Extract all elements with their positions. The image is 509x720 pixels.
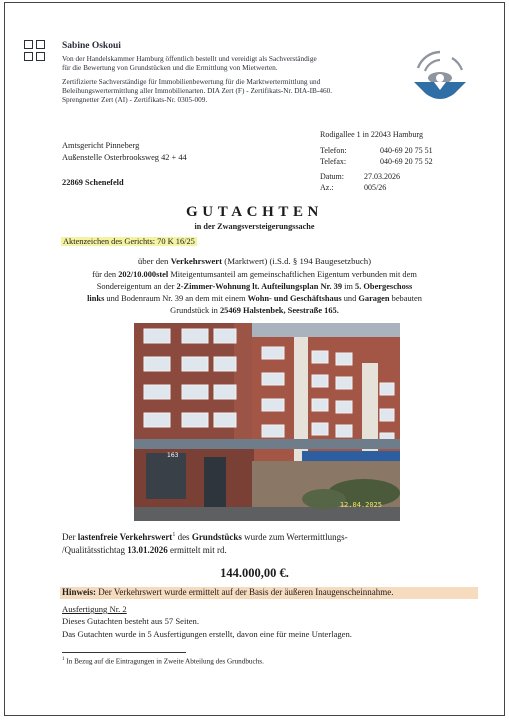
recipient-court: Amtsgericht Pinneberg xyxy=(62,141,140,150)
text-span: Miteigentumsanteil am gemeinschaftlichen Eigentum verbunden mit dem xyxy=(168,270,417,279)
recipient-branch: Außenstelle Osterbrooksweg 42 + 44 xyxy=(62,153,187,162)
text-span: über den xyxy=(137,256,171,266)
valuation-line-2 xyxy=(62,545,227,555)
text-span: 13.01.2026 xyxy=(127,545,168,555)
text-span: Verkehrswert xyxy=(170,256,223,266)
footnote-text: In Bezug auf die Eintragungen in Zweite Abteilung des Grundbuchs. xyxy=(64,657,264,666)
court-file-number: Aktenzeichen des Gerichts: 70 K 16/25 xyxy=(63,237,195,246)
building-photo xyxy=(134,323,400,521)
subject-line-1 xyxy=(0,256,509,266)
text-span: Sondereigentum an der xyxy=(96,282,177,291)
text-span: links xyxy=(87,294,105,303)
text-span: 202/10.000stel xyxy=(118,270,169,279)
document-subtitle: in der Zwangsversteigerungssache xyxy=(194,222,315,231)
fax-label: Telefax: xyxy=(320,157,347,166)
expert-qualification-line: für die Bewertung von Grundstücken und die Ermittlung von Mietwerten. xyxy=(62,63,278,72)
text-span: Grundstück in xyxy=(170,306,220,315)
text-span: Der xyxy=(62,532,78,542)
shop-number-sign: 163 xyxy=(167,452,179,459)
copies-line: Das Gutachten wurde in 5 Ausfertigungen erstellt, davon eine für meine Unterlagen. xyxy=(62,629,352,639)
text-span: 5. Obergeschoss xyxy=(355,282,413,291)
text-span: /Qualitätsstichtag xyxy=(62,545,128,555)
expert-qualification-line: Von der Handelskammer Hamburg öffentlich bestellt und vereidigt als Sachverständige xyxy=(62,54,317,63)
reference-value: 005/26 xyxy=(364,183,387,192)
phone-label: Telefon: xyxy=(320,146,347,155)
expert-certification-line: Zertifizierte Sachverständige für Immobilienbewertung für die Marktwertermittlung und xyxy=(62,77,321,86)
certification-seal-icon xyxy=(408,48,472,110)
squares-logo-icon xyxy=(24,40,46,62)
subject-line-2 xyxy=(0,270,509,279)
text-span: Grundstücks xyxy=(191,532,242,542)
sender-address: Rodigallee 1 in 22043 Hamburg xyxy=(320,130,423,139)
date-value: 27.03.2026 xyxy=(364,172,400,181)
text-span: und Bodenraum Nr. 39 an dem mit einem xyxy=(104,294,248,303)
photo-date-stamp: 12.04.2025 xyxy=(339,501,382,509)
copy-number: Ausfertigung Nr. 2 xyxy=(62,604,127,614)
text-span: für den xyxy=(92,270,119,279)
document-title: GUTACHTEN xyxy=(186,204,323,220)
building-illustration xyxy=(134,323,400,521)
text-span: (Marktwert) (i.S.d. § 194 Baugesetzbuch) xyxy=(222,256,372,266)
text-span: wurde zum Wertermittlungs- xyxy=(241,532,348,542)
text-span: bebauten xyxy=(389,294,422,303)
note-text: Der Verkehrswert wurde ermittelt auf der Basis der äußeren Inaugenscheinnahme. xyxy=(96,587,394,597)
text-span: lastenfreie Verkehrswert xyxy=(77,532,173,542)
expert-certification-line: Beleihungswertermittlung aller Immobilienarten. DIA Zert (F) - Zertifikats-Nr. DIA-IB-460. xyxy=(62,86,333,95)
text-span: und xyxy=(341,294,359,303)
note-label: Hinweis: xyxy=(62,587,97,597)
text-span: 2-Zimmer-Wohnung lt. Aufteilungsplan Nr. 39 xyxy=(176,282,343,291)
note-box xyxy=(60,587,478,599)
subject-line-3 xyxy=(0,282,509,291)
expert-name: Sabine Oskoui xyxy=(62,41,121,51)
text-span: Wohn- und Geschäftshaus xyxy=(247,294,342,303)
footnote-mark: 1 xyxy=(62,657,65,662)
text-span: ermittelt mit rd. xyxy=(167,545,227,555)
fax-number: 040-69 20 75 52 xyxy=(380,157,433,166)
expert-certification-line: Sprengnetter Zert (AI) - Zertifikats-Nr. 0305-009. xyxy=(62,95,208,104)
phone-number: 040-69 20 75 51 xyxy=(380,146,433,155)
footnote-reference: 1 xyxy=(172,532,176,538)
text-span: im xyxy=(342,282,356,291)
text-span: Garagen xyxy=(358,294,390,303)
subject-line-4 xyxy=(0,294,509,303)
valuation-line-1 xyxy=(62,532,348,542)
footnote-divider xyxy=(62,652,186,653)
text-span: des xyxy=(175,532,192,542)
date-label: Datum: xyxy=(320,172,344,181)
recipient-city: 22869 Schenefeld xyxy=(62,178,124,187)
reference-label: Az.: xyxy=(320,183,334,192)
text-span: 25469 Halstenbek, Seestraße 165. xyxy=(219,306,339,315)
valuation-amount: 144.000,00 €. xyxy=(220,566,289,580)
footnote xyxy=(62,657,264,665)
page-count-line: Dieses Gutachten besteht aus 57 Seiten. xyxy=(62,616,199,626)
subject-line-5 xyxy=(0,306,509,315)
